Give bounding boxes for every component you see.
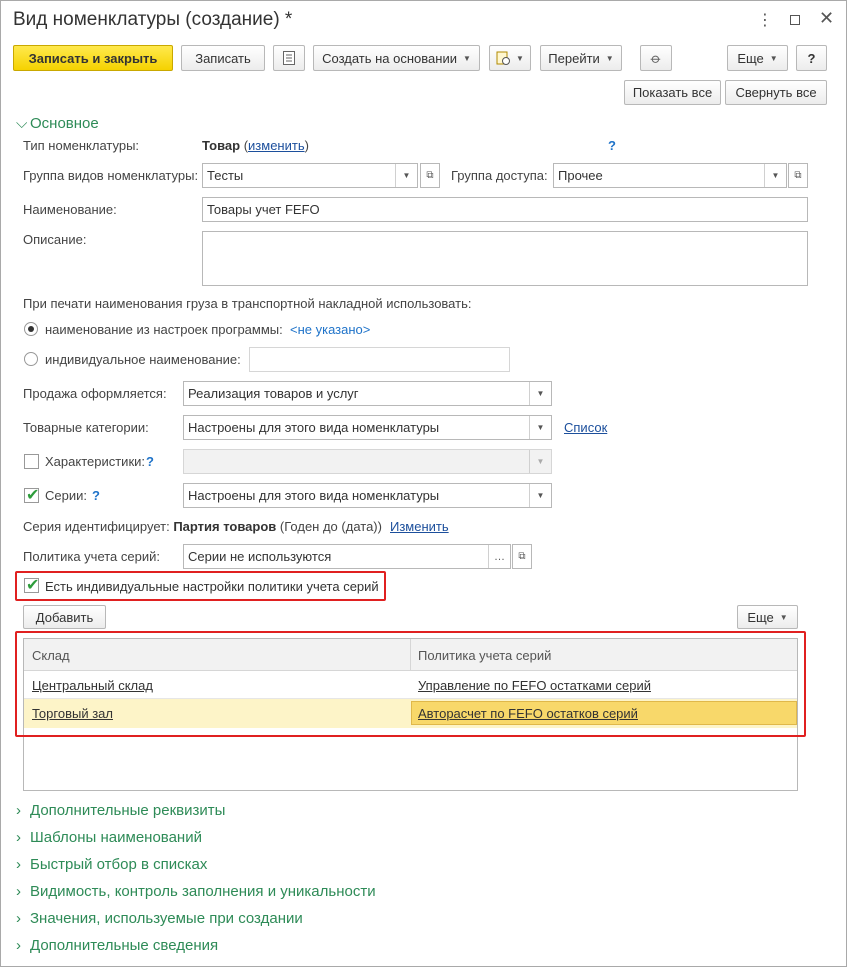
sale-label: Продажа оформляется:	[23, 386, 167, 401]
window-title: Вид номенклатуры (создание) *	[13, 9, 293, 30]
report-icon	[496, 51, 510, 65]
section-title: Шаблоны наименований	[30, 829, 202, 846]
dropdown-caret-icon: ▼	[516, 53, 524, 63]
dropdown-caret-icon: ▼	[769, 53, 778, 63]
section-default-values[interactable]	[16, 910, 303, 927]
column-header-policy[interactable]: Политика учета серий	[418, 648, 552, 663]
dropdown-caret-icon: ▼	[462, 53, 471, 63]
access-value: Прочее	[558, 168, 603, 183]
open-form-icon[interactable]: ⧉	[788, 163, 808, 188]
checkmark-icon: ✔	[26, 577, 40, 594]
grid-more-button[interactable]	[737, 605, 798, 629]
row-policy[interactable]: Авторасчет по FEFO остатков серий	[418, 706, 638, 721]
cat-list-link[interactable]: Список	[564, 420, 608, 435]
series-checkbox[interactable]	[24, 488, 39, 503]
more-vertical-icon[interactable]: ⋮	[757, 12, 773, 29]
type-value-line	[202, 138, 309, 153]
name-label: Наименование:	[23, 202, 117, 217]
chevron-right-icon: ›	[16, 802, 21, 819]
series-id-value: Партия товаров	[173, 519, 277, 534]
more-label: Еще	[737, 50, 764, 66]
radio-program-name[interactable]	[24, 322, 38, 336]
name-field[interactable]	[202, 197, 808, 222]
radio1-value[interactable]: <не указано>	[290, 322, 371, 337]
cat-label: Товарные категории:	[23, 420, 149, 435]
save-and-close-button[interactable]	[13, 45, 173, 71]
policy-field[interactable]	[183, 544, 511, 569]
name-value: Товары учет FEFO	[207, 202, 320, 217]
list-button[interactable]	[273, 45, 305, 71]
dropdown-caret-icon[interactable]: ▼	[764, 164, 786, 187]
individual-name-field[interactable]	[249, 347, 510, 372]
group-label: Группа видов номенклатуры:	[23, 168, 199, 183]
report-button[interactable]	[489, 45, 531, 71]
dropdown-caret-icon[interactable]: ▼	[529, 382, 551, 405]
open-form-icon[interactable]: ⧉	[420, 163, 440, 188]
save-and-close-label: Записать и закрыть	[28, 50, 158, 66]
list-icon	[283, 51, 295, 65]
series-id-detail: (Годен до (дата))	[279, 519, 382, 534]
collapse-all-label: Свернуть все	[735, 85, 817, 100]
section-title: Дополнительные реквизиты	[30, 802, 226, 819]
more-button[interactable]	[727, 45, 788, 71]
column-header-warehouse[interactable]: Склад	[32, 648, 70, 663]
dropdown-caret-icon[interactable]: ▼	[395, 164, 417, 187]
type-change-link[interactable]: изменить	[248, 138, 305, 153]
grid-more-label: Еще	[747, 609, 774, 625]
paperclip-icon: ⌀	[647, 49, 665, 67]
row-warehouse[interactable]: Торговый зал	[32, 706, 113, 721]
series-label: Серии:	[45, 488, 87, 503]
series-id-label: Серия идентифицирует:	[23, 519, 170, 534]
section-title: Быстрый отбор в списках	[30, 856, 208, 873]
access-label: Группа доступа:	[451, 168, 548, 183]
cat-value: Настроены для этого вида номенклатуры	[188, 420, 440, 435]
section-visibility[interactable]	[16, 883, 376, 900]
highlight-table	[15, 631, 806, 737]
desc-label: Описание:	[23, 232, 87, 247]
cat-field[interactable]	[183, 415, 552, 440]
create-based-on-label: Создать на основании	[322, 50, 457, 66]
section-additional-attributes[interactable]	[16, 802, 225, 819]
create-based-on-button[interactable]	[313, 45, 480, 71]
char-label: Характеристики:	[45, 454, 146, 469]
policy-label: Политика учета серий:	[23, 549, 160, 564]
individual-settings-checkbox[interactable]	[24, 578, 39, 593]
desc-field[interactable]	[202, 231, 808, 286]
type-label: Тип номенклатуры:	[23, 138, 140, 153]
individual-settings-label: Есть индивидуальные настройки политики учета серий	[45, 579, 379, 594]
dropdown-caret-icon: ▼	[529, 450, 551, 473]
restore-window-icon[interactable]	[790, 15, 800, 25]
section-title: Значения, используемые при создании	[30, 910, 303, 927]
section-name-templates[interactable]	[16, 829, 202, 846]
show-all-button[interactable]	[624, 80, 721, 105]
access-field[interactable]	[553, 163, 787, 188]
dropdown-caret-icon: ▼	[605, 53, 614, 63]
section-main-title: Основное	[30, 115, 99, 132]
series-id-change-link[interactable]: Изменить	[390, 519, 449, 534]
chevron-right-icon: ›	[16, 883, 21, 900]
section-title: Дополнительные сведения	[30, 937, 219, 954]
save-label: Записать	[195, 50, 251, 66]
show-all-label: Показать все	[632, 85, 713, 100]
paren-close: )	[304, 138, 309, 153]
dropdown-caret-icon[interactable]: ▼	[529, 484, 551, 507]
select-ellipsis-icon[interactable]: …	[488, 545, 510, 568]
section-main[interactable]	[16, 115, 99, 132]
dropdown-caret-icon[interactable]: ▼	[529, 416, 551, 439]
group-field[interactable]	[202, 163, 418, 188]
add-button[interactable]	[23, 605, 106, 629]
section-additional-info[interactable]	[16, 937, 218, 954]
chevron-right-icon: ›	[16, 910, 21, 927]
sale-field[interactable]	[183, 381, 552, 406]
help-question-icon[interactable]: ?	[608, 138, 616, 153]
chevron-right-icon: ›	[16, 937, 21, 954]
sale-value: Реализация товаров и услуг	[188, 386, 359, 401]
radio-individual-name[interactable]	[24, 352, 38, 366]
row-policy[interactable]: Управление по FEFO остатками серий	[418, 678, 651, 693]
chevron-down-icon: ⌵	[16, 115, 28, 132]
help-question-icon[interactable]: ?	[92, 488, 100, 503]
section-quick-filter[interactable]	[16, 856, 207, 873]
group-value: Тесты	[207, 168, 244, 183]
row-warehouse[interactable]: Центральный склад	[32, 678, 153, 693]
char-field	[183, 449, 552, 474]
type-value: Товар	[202, 138, 241, 153]
checkmark-icon: ✔	[26, 487, 40, 504]
section-title: Видимость, контроль заполнения и уникальности	[30, 883, 376, 900]
attach-button[interactable]	[640, 45, 672, 71]
add-label: Добавить	[35, 609, 94, 625]
print-label: При печати наименования груза в транспортной накладной использовать:	[23, 296, 472, 311]
series-field[interactable]	[183, 483, 552, 508]
chevron-right-icon: ›	[16, 829, 21, 846]
help-label: ?	[807, 50, 816, 66]
radio1-label: наименование из настроек программы:	[45, 322, 283, 337]
collapse-all-button[interactable]	[725, 80, 827, 105]
goto-button[interactable]	[540, 45, 622, 71]
save-button[interactable]	[181, 45, 265, 71]
policy-value: Серии не используются	[188, 549, 332, 564]
help-question-icon[interactable]: ?	[146, 454, 154, 469]
paren-open: (	[243, 138, 249, 153]
open-form-icon[interactable]: ⧉	[512, 544, 532, 569]
series-id-line	[23, 519, 382, 534]
chevron-right-icon: ›	[16, 856, 21, 873]
char-checkbox[interactable]	[24, 454, 39, 469]
goto-label: Перейти	[548, 50, 600, 66]
dropdown-caret-icon: ▼	[779, 612, 788, 622]
close-icon[interactable]: ✕	[819, 8, 835, 28]
help-button[interactable]	[796, 45, 827, 71]
series-value: Настроены для этого вида номенклатуры	[188, 488, 440, 503]
radio2-label: индивидуальное наименование:	[45, 352, 241, 367]
